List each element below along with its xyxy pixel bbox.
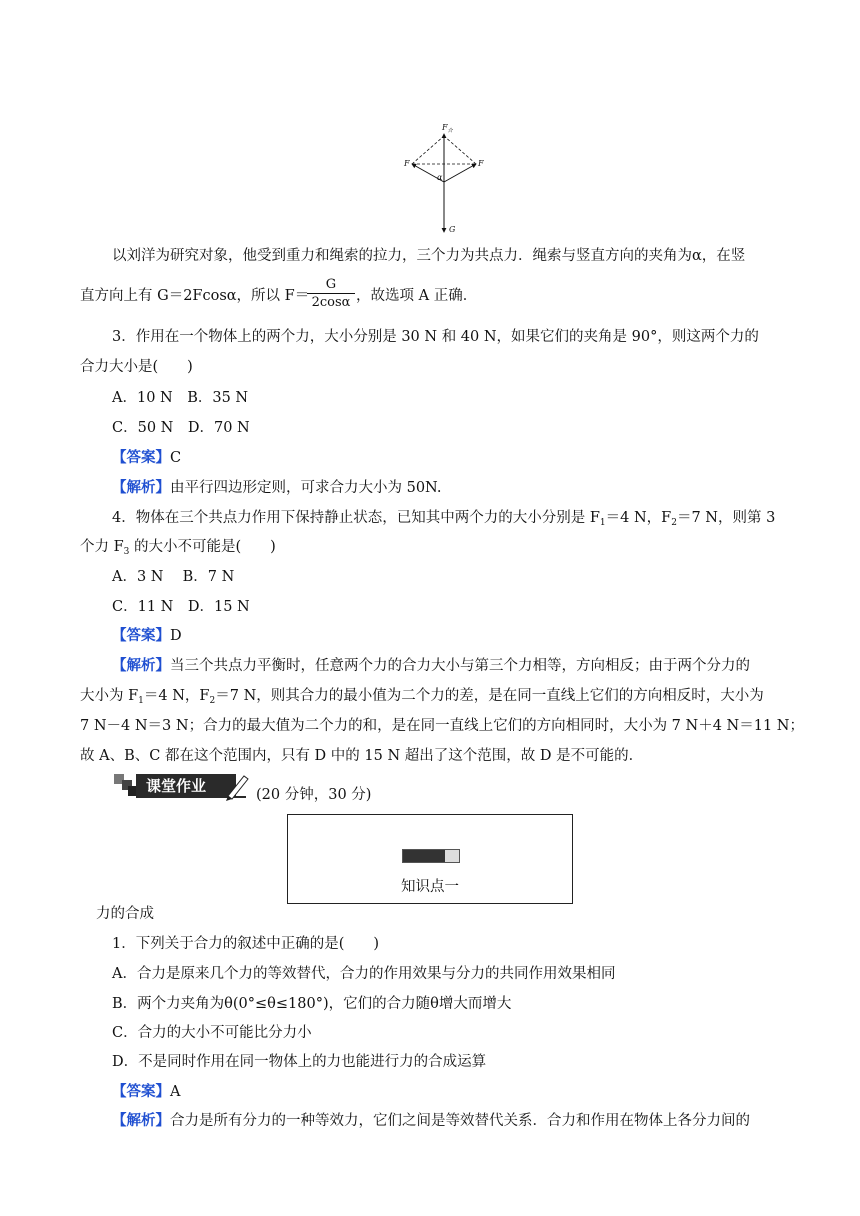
question-3-options: C．50 N D．70 N — [112, 420, 250, 436]
answer-tag: 【答案】 — [112, 449, 170, 466]
label-f-resultant: $F_合$ — [442, 123, 453, 134]
answer-value: A — [170, 1084, 181, 1100]
paragraph: ，故选项 A 正确． — [356, 288, 478, 304]
analysis-tag: 【解析】 — [112, 657, 170, 674]
section-meta: (20 分钟，30 分) — [256, 787, 372, 803]
question-1-answer — [112, 1082, 180, 1102]
analysis-text: 当三个共点力平衡时，任意两个力的合力大小与第三个力相等，方向相反；由于两个分力的 — [170, 658, 750, 674]
dashed-edge — [412, 136, 444, 164]
question-4-answer — [112, 626, 182, 646]
question-4-analysis: 大小为 $F_1=4$ N，$F_2=7$ N，则其合力的最小值为二个力的差，是在同一直线上它们的方向相反时，大小为 — [80, 688, 764, 706]
question-3-answer — [112, 448, 181, 468]
question-1-option-d: D．不是同时作用在同一物体上的力也能进行力的合成运算 — [112, 1054, 487, 1070]
answer-value: D — [170, 628, 182, 644]
knowledge-point-label: 知识点一 — [401, 879, 459, 895]
question-4-stem: 4．物体在三个共点力作用下保持静止状态，已知其中两个力的大小分别是 $F_1=4$ N，$F_2=7$ N，则第 3 — [112, 510, 776, 528]
force-diagram — [400, 120, 490, 240]
question-4-analysis: 7 N－4 N＝3 N；合力的最大值为二个力的和，是在同一直线上它们的方向相同时，大小为 7 N＋4 N＝11 N； — [80, 718, 804, 734]
section-title: 课堂作业 — [146, 777, 207, 795]
question-1-option-c: C．合力的大小不可能比分力小 — [112, 1025, 312, 1041]
question-3-analysis — [112, 478, 441, 498]
topic-title: 力的合成 — [96, 906, 154, 922]
fraction-numerator: G — [325, 277, 337, 292]
progress-bar-fill — [403, 850, 445, 862]
section-header — [112, 770, 252, 804]
label-f-right: F — [478, 159, 484, 168]
question-4-analysis: 故 A、B、C 都在这个范围内，只有 D 中的 15 N 超出了这个范围，故 D 是不可能的． — [80, 748, 644, 764]
question-1-stem: 1．下列关于合力的叙述中正确的是( ) — [112, 936, 380, 952]
analysis-text: 由平行四边形定则，可求合力大小为 50N. — [170, 480, 442, 496]
paragraph: 以刘洋为研究对象，他受到重力和绳索的拉力，三个力为共点力．绳索与竖直方向的夹角为α，在竖 — [112, 248, 746, 264]
question-3-stem: 合力大小是( ) — [80, 359, 193, 375]
question-4-options: A．3 N B．7 N — [112, 569, 235, 585]
label-alpha: α — [437, 173, 443, 182]
label-f-left: F — [404, 159, 410, 168]
knowledge-point-box — [287, 814, 573, 904]
progress-bar — [402, 849, 460, 863]
fraction — [307, 277, 355, 312]
dashed-edge — [444, 136, 476, 164]
analysis-tag: 【解析】 — [112, 1112, 170, 1129]
answer-tag: 【答案】 — [112, 1083, 170, 1100]
question-4-options: C．11 N D．15 N — [112, 599, 250, 615]
fraction-denominator: 2cosα — [311, 295, 351, 310]
question-4-analysis — [112, 656, 750, 676]
answer-tag: 【答案】 — [112, 627, 170, 644]
question-4-stem: 个力 $F_3$ 的大小不可能是( ) — [80, 539, 276, 557]
analysis-text: 合力是所有分力的一种等效力，它们之间是等效替代关系．合力和作用在物体上各分力间的 — [170, 1113, 750, 1129]
question-1-option-b: B．两个力夹角为θ(0°≤θ≤180°)，它们的合力随θ增大而增大 — [112, 996, 512, 1012]
question-1-option-a: A．合力是原来几个力的等效替代，合力的作用效果与分力的共同作用效果相同 — [112, 966, 616, 982]
answer-value: C — [170, 450, 182, 466]
force-right-line — [444, 164, 476, 182]
question-3-options: A．10 N B．35 N — [112, 390, 249, 406]
question-3-stem: 3．作用在一个物体上的两个力，大小分别是 30 N 和 40 N，如果它们的夹角是 90°，则这两个力的 — [112, 329, 759, 345]
paragraph: 直方向上有 G＝2Fcosα，所以 F＝ — [80, 288, 310, 304]
analysis-tag: 【解析】 — [112, 479, 170, 496]
label-g: G — [449, 225, 456, 234]
question-1-analysis — [112, 1111, 750, 1131]
